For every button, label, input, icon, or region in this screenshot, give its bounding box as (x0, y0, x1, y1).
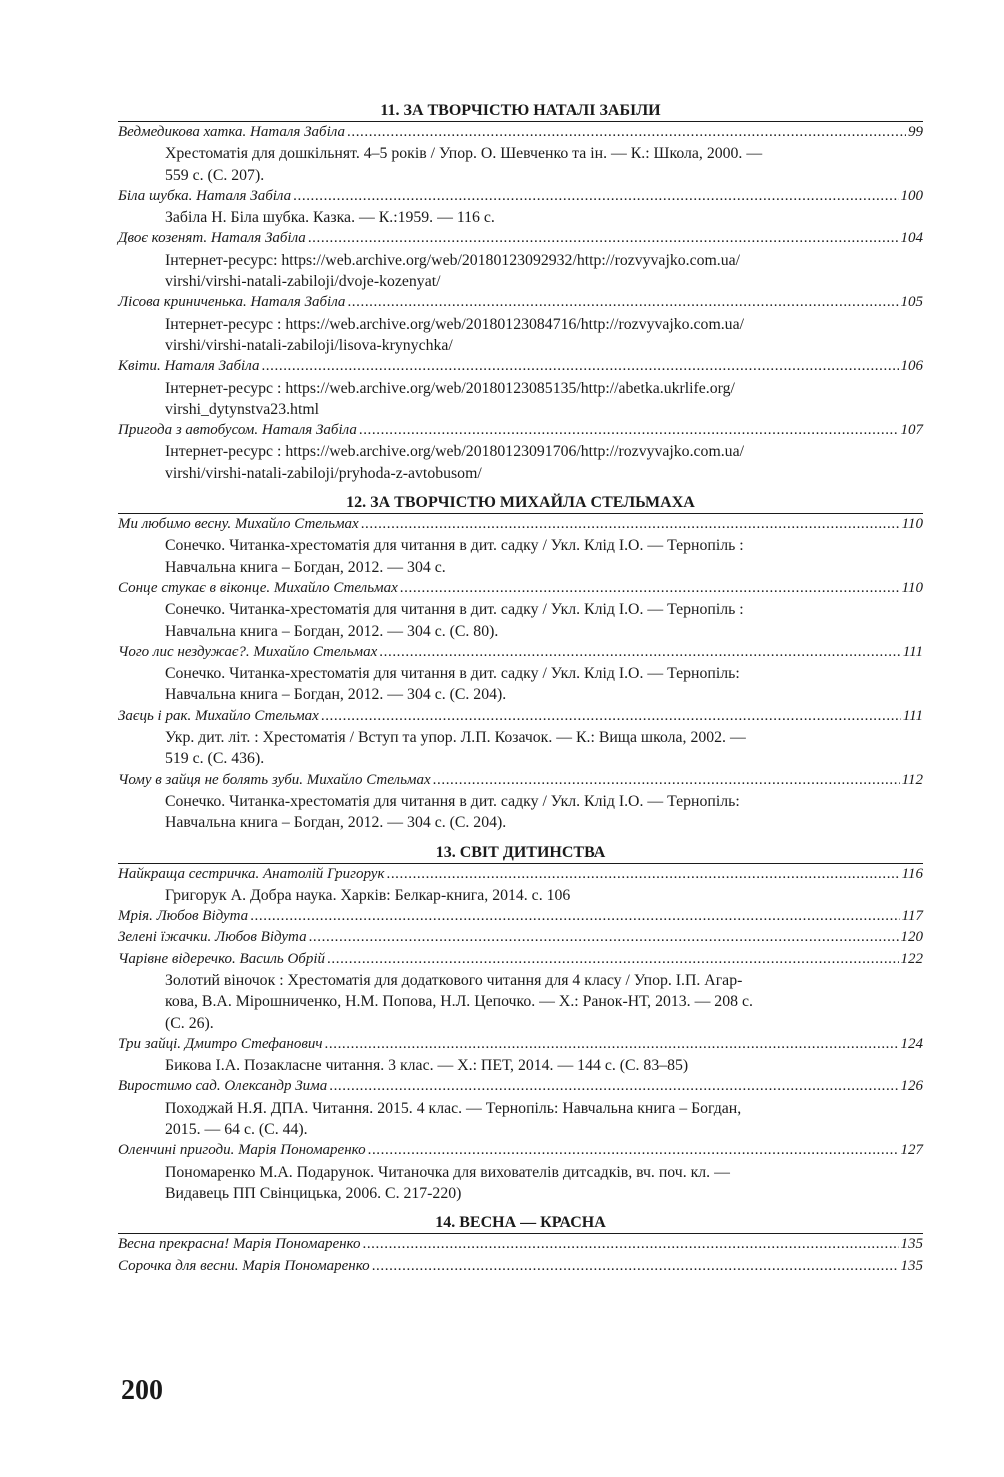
toc-entry (118, 906, 923, 927)
source-line: Навчальна книга – Богдан, 2012. — 304 с. (С. 204). (165, 686, 507, 704)
section-title: 13. СВІТ ДИТИНСТВА (118, 840, 923, 864)
entry-title: Біла шубка. Наталя Забіла (118, 187, 292, 204)
page-number: 200 (121, 1375, 163, 1406)
entry-title: Оленчині пригоди. Марія Пономаренко (118, 1142, 366, 1159)
source-line: 2015. — 64 с. (С. 44). (165, 1121, 308, 1139)
entry-page-number: 120 (900, 929, 923, 946)
source-line: Григорук А. Добра наука. Харків: Белкар-книга, 2014. с. 106 (165, 886, 571, 904)
entry-page-number: 111 (902, 643, 923, 660)
toc-entry (118, 1076, 923, 1140)
entry-source (118, 885, 923, 906)
dot-leader (368, 1140, 899, 1161)
entry-heading (118, 122, 923, 143)
entry-page-number: 126 (900, 1078, 923, 1095)
entry-title: Найкраща сестричка. Анатолій Григорук (118, 865, 385, 882)
entry-heading (118, 927, 923, 948)
source-line: Походжай Н.Я. ДПА. Читання. 2015. 4 клас. — Тернопіль: Навчальна книга – Богдан, (165, 1099, 742, 1117)
source-line: Видавець ПП Свінцицька, 2006. С. 217-220) (165, 1184, 462, 1202)
toc-entry (118, 1140, 923, 1204)
entry-page-number: 99 (908, 124, 923, 140)
entry-source (118, 250, 923, 293)
source-line: Забіла Н. Біла шубка. Казка. — К.:1959. — 116 с. (165, 209, 495, 227)
dot-leader (400, 578, 900, 599)
dot-leader (347, 122, 906, 143)
source-line: Навчальна книга – Богдан, 2012. — 304 с. (С. 204). (165, 814, 507, 832)
entry-page-number: 100 (900, 187, 923, 204)
dot-leader (250, 906, 899, 927)
section-title: 12. ЗА ТВОРЧІСТЮ МИХАЙЛА СТЕЛЬМАХА (118, 490, 923, 514)
entry-heading (118, 578, 923, 599)
source-line: (С. 26). (165, 1014, 214, 1032)
entry-heading (118, 1140, 923, 1161)
dot-leader (329, 1076, 898, 1097)
entry-source (118, 441, 923, 484)
dot-leader (433, 770, 900, 791)
entry-title: Сонце стукає в віконце. Михайло Стельмах (118, 579, 398, 596)
source-line: Інтернет-ресурс : https://web.archive.org/web/20180123084716/http://rozvyvajko.com.ua/ (165, 315, 744, 333)
dot-leader (293, 186, 898, 207)
entry-title: Чому в зайця не болять зуби. Михайло Стельмах (118, 771, 431, 788)
entry-heading (118, 514, 923, 535)
toc-entry (118, 356, 923, 420)
entry-heading (118, 864, 923, 885)
source-line: Укр. дит. літ. : Хрестоматія / Вступ та упор. Л.П. Козачок. — К.: Вища школа, 2002. — (165, 729, 746, 747)
source-line: Інтернет-ресурс: https://web.archive.org/web/20180123092932/http://rozvyvajko.com.ua/ (165, 251, 741, 269)
entry-page-number: 111 (902, 707, 923, 724)
source-line: Хрестоматія для дошкільнят. 4–5 років / Упор. О. Шевченко та ін. — К.: Школа, 2000. — (165, 145, 763, 163)
entry-title: Двоє козенят. Наталя Забіла (118, 230, 306, 247)
dot-leader (372, 1256, 899, 1277)
toc-entry (118, 186, 923, 229)
entry-source (118, 1055, 923, 1076)
entry-title: Ми любимо весну. Михайло Стельмах (118, 516, 359, 533)
dot-leader (379, 642, 900, 663)
source-line: 519 с. (С. 436). (165, 750, 265, 768)
source-line: кова, В.А. Мірошниченко, Н.М. Попова, Н.Л. Цепочко. — Х.: Ранок-НТ, 2013. — 208 с. (165, 993, 753, 1011)
dot-leader (386, 864, 899, 885)
entry-source (118, 599, 923, 642)
source-line: Навчальна книга – Богдан, 2012. — 304 с. (165, 558, 446, 576)
entry-title: Зелені їжачки. Любов Відута (118, 929, 307, 946)
entry-heading (118, 949, 923, 970)
toc-entry (118, 864, 923, 907)
source-line: Інтернет-ресурс : https://web.archive.org/web/20180123085135/http://abetka.ukrlife.org/ (165, 379, 735, 397)
entry-page-number: 135 (900, 1236, 923, 1253)
entry-page-number: 127 (900, 1142, 923, 1159)
dot-leader (362, 1234, 898, 1255)
entry-source (118, 535, 923, 578)
entry-page-number: 104 (900, 230, 923, 247)
entry-heading (118, 1234, 923, 1255)
table-of-contents (118, 98, 923, 1277)
section-title: 14. ВЕСНА — КРАСНА (118, 1210, 923, 1234)
toc-entry (118, 578, 923, 642)
dot-leader (321, 706, 901, 727)
entry-heading (118, 706, 923, 727)
entry-source (118, 970, 923, 1034)
dot-leader (261, 356, 898, 377)
toc-entry (118, 1034, 923, 1077)
dot-leader (359, 420, 899, 441)
entry-heading (118, 186, 923, 207)
source-line: Сонечко. Читанка-хрестоматія для читання в дит. садку / Укл. Клід І.О. — Тернопіль : (165, 601, 744, 619)
entry-source (118, 791, 923, 834)
entry-page-number: 107 (900, 422, 923, 439)
entry-page-number: 105 (900, 294, 923, 311)
toc-entry (118, 1256, 923, 1277)
entry-title: Пригода з автобусом. Наталя Забіла (118, 422, 357, 439)
entry-source (118, 1098, 923, 1141)
entry-title: Заєць і рак. Михайло Стельмах (118, 707, 319, 724)
toc-entry (118, 228, 923, 292)
entry-title: Сорочка для весни. Марія Пономаренко (118, 1257, 370, 1274)
entry-title: Лісова криниченька. Наталя Забіла (118, 294, 346, 311)
source-line: Сонечко. Читанка-хрестоматія для читання в дит. садку / Укл. Клід І.О. — Тернопіль: (165, 665, 740, 683)
toc-entry (118, 642, 923, 706)
entry-title: Мрія. Любов Відута (118, 908, 249, 925)
entry-title: Чого лис нездужає?. Михайло Стельмах (118, 643, 378, 660)
entry-source (118, 663, 923, 706)
dot-leader (327, 949, 898, 970)
entry-source (118, 207, 923, 228)
entry-page-number: 116 (901, 865, 923, 882)
entry-title: Три зайці. Дмитро Стефанович (118, 1035, 323, 1052)
source-line: Сонечко. Читанка-хрестоматія для читання в дит. садку / Укл. Клід І.О. — Тернопіль : (165, 537, 744, 555)
toc-entry (118, 706, 923, 770)
entry-page-number: 112 (901, 771, 923, 788)
entry-page-number: 110 (901, 516, 923, 533)
entry-source (118, 1162, 923, 1205)
toc-entry (118, 927, 923, 948)
entry-page-number: 106 (900, 358, 923, 375)
toc-entry (118, 292, 923, 356)
entry-title: Чарівне відеречко. Василь Обрій (118, 950, 326, 967)
entry-heading (118, 292, 923, 313)
entry-page-number: 110 (901, 579, 923, 596)
source-line: virshi/virshi-natali-zabiloji/pryhoda-z-avtobusom/ (165, 464, 482, 482)
dot-leader (325, 1034, 899, 1055)
dot-leader (347, 292, 898, 313)
section-title: 11. ЗА ТВОРЧІСТЮ НАТАЛІ ЗАБІЛИ (118, 98, 923, 122)
entry-heading (118, 906, 923, 927)
dot-leader (308, 228, 899, 249)
entry-heading (118, 770, 923, 791)
toc-entry (118, 1234, 923, 1255)
source-line: Сонечко. Читанка-хрестоматія для читання в дит. садку / Укл. Клід І.О. — Тернопіль: (165, 792, 740, 810)
source-line: 559 с. (С. 207). (165, 166, 265, 184)
entry-title: Ведмедикова хатка. Наталя Забіла (118, 124, 345, 140)
entry-title: Весна прекрасна! Марія Пономаренко (118, 1236, 361, 1253)
source-line: Пономаренко М.А. Подарунок. Читаночка для вихователів дитсадків, вч. поч. кл. — (165, 1163, 730, 1181)
entry-title: Виростимо сад. Олександр Зима (118, 1078, 328, 1095)
entry-heading (118, 1034, 923, 1055)
entry-title: Квіти. Наталя Забіла (118, 358, 260, 375)
entry-heading (118, 420, 923, 441)
entry-heading (118, 642, 923, 663)
toc-entry (118, 770, 923, 834)
entry-source (118, 378, 923, 421)
entry-page-number: 124 (900, 1035, 923, 1052)
entry-page-number: 135 (900, 1257, 923, 1274)
source-line: virshi/virshi-natali-zabiloji/dvoje-kozenyat/ (165, 273, 441, 291)
source-line: Навчальна книга – Богдан, 2012. — 304 с. (С. 80). (165, 622, 499, 640)
entry-page-number: 122 (900, 950, 923, 967)
entry-source (118, 314, 923, 357)
entry-heading (118, 1256, 923, 1277)
dot-leader (361, 514, 900, 535)
source-line: virshi/virshi-natali-zabiloji/lisova-krynychka/ (165, 336, 453, 354)
entry-heading (118, 1076, 923, 1097)
source-line: Інтернет-ресурс : https://web.archive.org/web/20180123091706/http://rozvyvajko.com.ua/ (165, 443, 744, 461)
source-line: Золотий віночок : Хрестоматія для додаткового читання для 4 класу / Упор. І.П. Агар- (165, 971, 743, 989)
toc-entry (118, 949, 923, 1034)
toc-entry (118, 514, 923, 578)
entry-source (118, 727, 923, 770)
entry-source (118, 143, 923, 186)
source-line: virshi_dytynstva23.html (165, 400, 320, 418)
entry-heading (118, 356, 923, 377)
entry-heading (118, 228, 923, 249)
source-line: Бикова І.А. Позакласне читання. 3 клас. — Х.: ПЕТ, 2014. — 144 с. (С. 83–85) (165, 1057, 689, 1075)
dot-leader (309, 927, 899, 948)
toc-entry (118, 420, 923, 484)
entry-page-number: 117 (901, 908, 923, 925)
toc-entry (118, 122, 923, 186)
